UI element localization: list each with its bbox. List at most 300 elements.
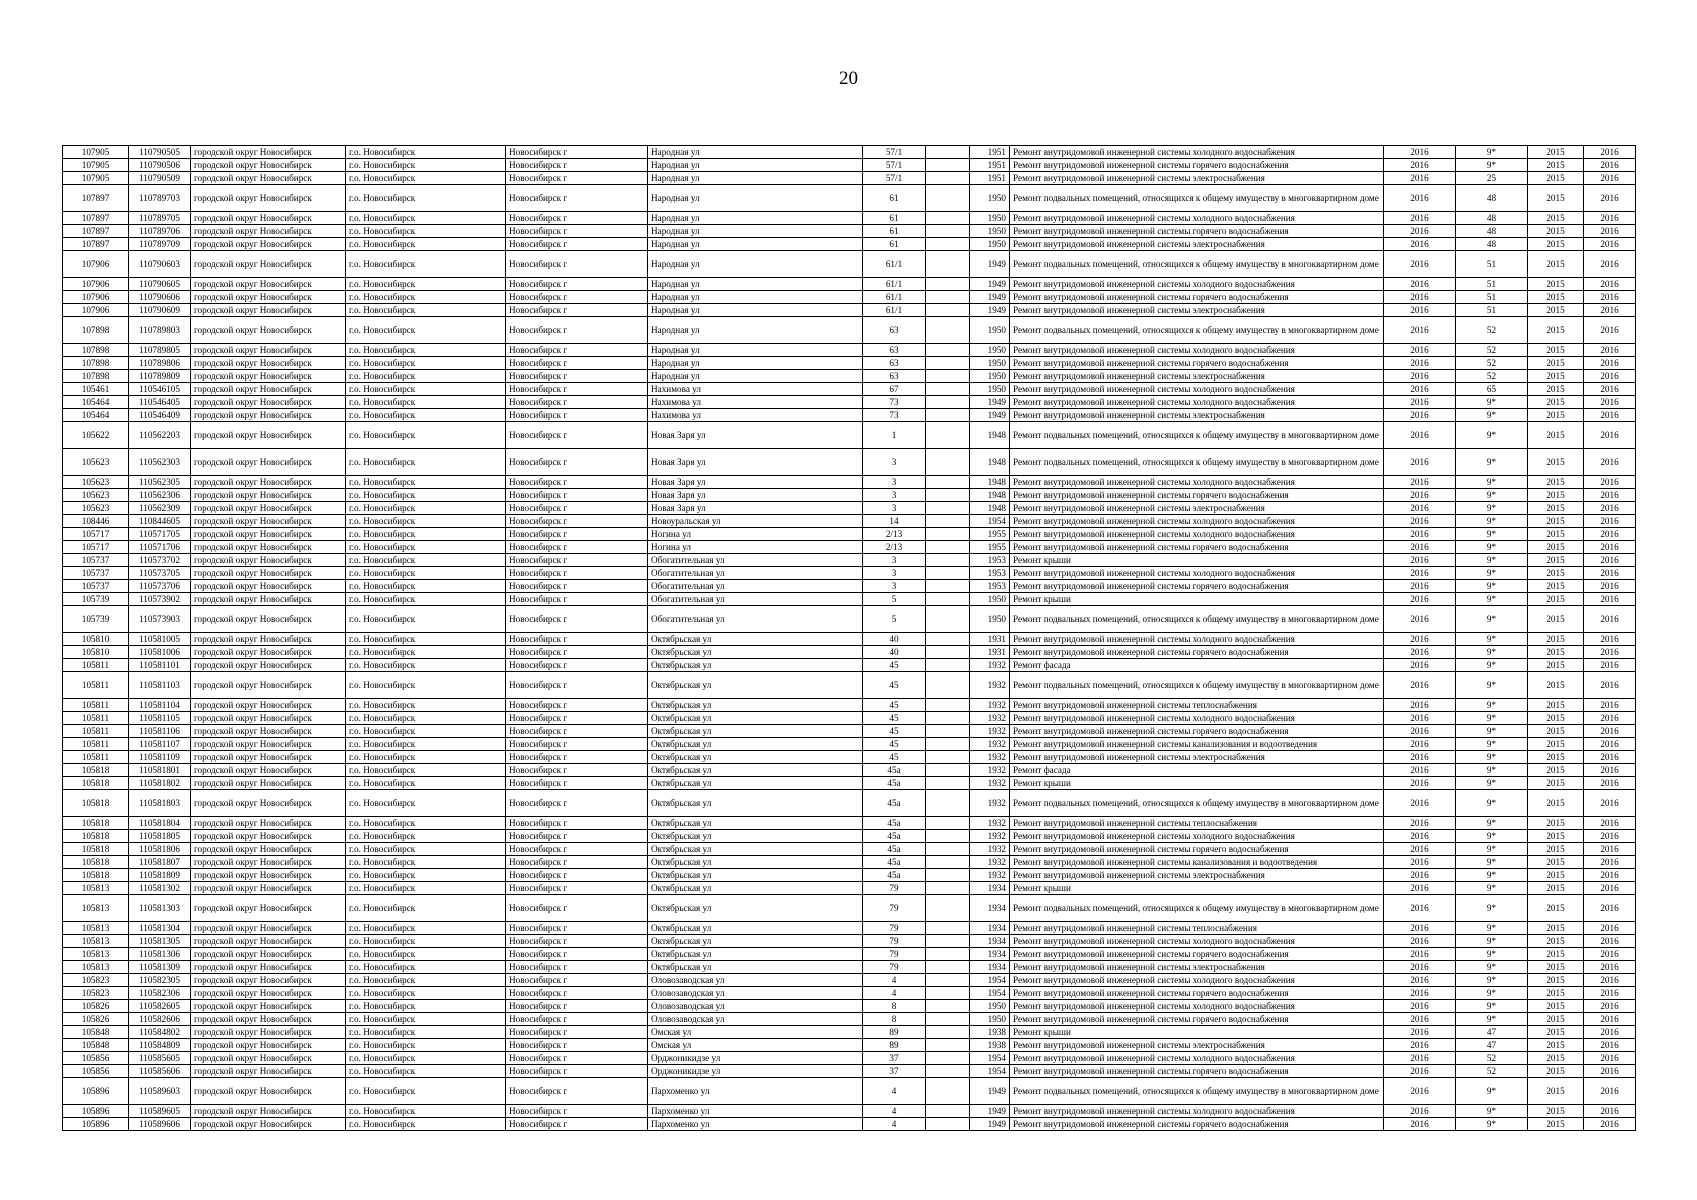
cell-work-id: 110546405	[129, 396, 191, 409]
cell-building	[926, 383, 970, 396]
cell-house-number: 45а	[863, 843, 926, 856]
cell-work-id: 110573705	[129, 567, 191, 580]
cell-building	[926, 449, 970, 476]
cell-start-year: 2015	[1528, 515, 1584, 528]
cell-municipality: городской округ Новосибирск	[191, 238, 346, 251]
table-row	[63, 344, 1636, 357]
cell-plan-year: 2016	[1384, 185, 1456, 212]
table-row	[63, 580, 1636, 593]
cell-municipality: городской округ Новосибирск	[191, 1026, 346, 1039]
cell-house-id: 105811	[63, 725, 129, 738]
cell-house-id: 105848	[63, 1026, 129, 1039]
cell-municipality: городской округ Новосибирск	[191, 922, 346, 935]
cell-district: г.о. Новосибирск	[346, 725, 506, 738]
cell-district: г.о. Новосибирск	[346, 646, 506, 659]
cell-year-built: 1954	[970, 974, 1010, 987]
cell-plan-year: 2016	[1384, 777, 1456, 790]
cell-work-type: Ремонт внутридомовой инженерной системы горячего водоснабжения	[1010, 1065, 1384, 1078]
cell-plan-year: 2016	[1384, 738, 1456, 751]
cell-end-year: 2016	[1584, 1105, 1636, 1118]
cell-district: г.о. Новосибирск	[346, 370, 506, 383]
cell-end-year: 2016	[1584, 935, 1636, 948]
cell-end-year: 2016	[1584, 895, 1636, 922]
cell-year-built: 1931	[970, 633, 1010, 646]
table-row	[63, 751, 1636, 764]
cell-plan-year: 2016	[1384, 278, 1456, 291]
cell-end-year: 2016	[1584, 146, 1636, 159]
cell-house-id: 105811	[63, 738, 129, 751]
cell-building	[926, 304, 970, 317]
cell-municipality: городской округ Новосибирск	[191, 489, 346, 502]
cell-building	[926, 659, 970, 672]
cell-plan-year: 2016	[1384, 476, 1456, 489]
cell-municipality: городской округ Новосибирск	[191, 987, 346, 1000]
cell-municipality: городской округ Новосибирск	[191, 567, 346, 580]
cell-start-year: 2015	[1528, 317, 1584, 344]
cell-city: Новосибирск г	[506, 1118, 648, 1131]
cell-year-built: 1949	[970, 409, 1010, 422]
cell-work-id: 110573702	[129, 554, 191, 567]
cell-cost-index: 52	[1456, 370, 1528, 383]
cell-district: г.о. Новосибирск	[346, 185, 506, 212]
cell-work-id: 110581303	[129, 895, 191, 922]
cell-city: Новосибирск г	[506, 712, 648, 725]
cell-city: Новосибирск г	[506, 830, 648, 843]
cell-building	[926, 422, 970, 449]
cell-end-year: 2016	[1584, 172, 1636, 185]
cell-cost-index: 25	[1456, 172, 1528, 185]
cell-work-id: 110582606	[129, 1013, 191, 1026]
cell-municipality: городской округ Новосибирск	[191, 751, 346, 764]
cell-start-year: 2015	[1528, 882, 1584, 895]
cell-end-year: 2016	[1584, 764, 1636, 777]
cell-work-type: Ремонт крыши	[1010, 1026, 1384, 1039]
cell-cost-index: 9*	[1456, 1013, 1528, 1026]
table-row	[63, 922, 1636, 935]
cell-year-built: 1932	[970, 856, 1010, 869]
cell-city: Новосибирск г	[506, 554, 648, 567]
table-row	[63, 777, 1636, 790]
cell-plan-year: 2016	[1384, 541, 1456, 554]
cell-district: г.о. Новосибирск	[346, 1078, 506, 1105]
cell-cost-index: 9*	[1456, 856, 1528, 869]
cell-work-type: Ремонт внутридомовой инженерной системы канализования и водоотведения	[1010, 856, 1384, 869]
cell-cost-index: 9*	[1456, 580, 1528, 593]
cell-cost-index: 9*	[1456, 489, 1528, 502]
cell-city: Новосибирск г	[506, 1013, 648, 1026]
cell-start-year: 2015	[1528, 751, 1584, 764]
cell-district: г.о. Новосибирск	[346, 738, 506, 751]
cell-year-built: 1932	[970, 751, 1010, 764]
table-row	[63, 489, 1636, 502]
cell-city: Новосибирск г	[506, 304, 648, 317]
cell-plan-year: 2016	[1384, 843, 1456, 856]
cell-street: Октябрьская ул	[648, 738, 863, 751]
cell-building	[926, 830, 970, 843]
cell-street: Новая Заря ул	[648, 502, 863, 515]
cell-start-year: 2015	[1528, 1000, 1584, 1013]
cell-house-id: 105811	[63, 659, 129, 672]
cell-end-year: 2016	[1584, 515, 1636, 528]
cell-house-number: 3	[863, 502, 926, 515]
cell-house-number: 89	[863, 1039, 926, 1052]
cell-house-id: 105717	[63, 541, 129, 554]
table-row	[63, 212, 1636, 225]
table-row	[63, 817, 1636, 830]
cell-plan-year: 2016	[1384, 409, 1456, 422]
cell-house-id: 105823	[63, 987, 129, 1000]
cell-cost-index: 9*	[1456, 146, 1528, 159]
cell-work-type: Ремонт внутридомовой инженерной системы горячего водоснабжения	[1010, 1118, 1384, 1131]
cell-plan-year: 2016	[1384, 344, 1456, 357]
cell-house-id: 105896	[63, 1078, 129, 1105]
cell-municipality: городской округ Новосибирск	[191, 672, 346, 699]
cell-municipality: городской округ Новосибирск	[191, 278, 346, 291]
cell-work-id: 110790509	[129, 172, 191, 185]
table-row	[63, 633, 1636, 646]
cell-house-id: 105811	[63, 751, 129, 764]
cell-work-id: 110546409	[129, 409, 191, 422]
table-row	[63, 659, 1636, 672]
cell-street: Новая Заря ул	[648, 422, 863, 449]
cell-building	[926, 961, 970, 974]
cell-city: Новосибирск г	[506, 251, 648, 278]
cell-house-id: 105823	[63, 974, 129, 987]
cell-end-year: 2016	[1584, 1039, 1636, 1052]
cell-street: Октябрьская ул	[648, 751, 863, 764]
cell-year-built: 1948	[970, 502, 1010, 515]
cell-cost-index: 47	[1456, 1026, 1528, 1039]
cell-municipality: городской округ Новосибирск	[191, 712, 346, 725]
cell-house-number: 1	[863, 422, 926, 449]
cell-plan-year: 2016	[1384, 1052, 1456, 1065]
cell-work-type: Ремонт внутридомовой инженерной системы холодного водоснабжения	[1010, 1000, 1384, 1013]
cell-work-type: Ремонт подвальных помещений, относящихся к общему имуществу в многоквартирном доме	[1010, 251, 1384, 278]
cell-cost-index: 9*	[1456, 1118, 1528, 1131]
cell-plan-year: 2016	[1384, 291, 1456, 304]
cell-street: Народная ул	[648, 304, 863, 317]
cell-cost-index: 9*	[1456, 974, 1528, 987]
table-row	[63, 961, 1636, 974]
cell-house-number: 79	[863, 961, 926, 974]
cell-work-type: Ремонт подвальных помещений, относящихся к общему имуществу в многоквартирном доме	[1010, 895, 1384, 922]
cell-house-number: 37	[863, 1065, 926, 1078]
cell-house-id: 107906	[63, 251, 129, 278]
cell-district: г.о. Новосибирск	[346, 1013, 506, 1026]
cell-work-type: Ремонт внутридомовой инженерной системы холодного водоснабжения	[1010, 974, 1384, 987]
cell-plan-year: 2016	[1384, 502, 1456, 515]
cell-house-number: 45	[863, 699, 926, 712]
cell-municipality: городской округ Новосибирск	[191, 725, 346, 738]
cell-district: г.о. Новосибирск	[346, 830, 506, 843]
cell-work-id: 110581302	[129, 882, 191, 895]
cell-plan-year: 2016	[1384, 646, 1456, 659]
cell-municipality: городской округ Новосибирск	[191, 225, 346, 238]
cell-street: Народная ул	[648, 344, 863, 357]
cell-street: Обогатительная ул	[648, 554, 863, 567]
cell-cost-index: 9*	[1456, 712, 1528, 725]
cell-end-year: 2016	[1584, 554, 1636, 567]
cell-building	[926, 344, 970, 357]
cell-municipality: городской округ Новосибирск	[191, 856, 346, 869]
cell-house-number: 45	[863, 659, 926, 672]
cell-district: г.о. Новосибирск	[346, 251, 506, 278]
cell-house-number: 40	[863, 646, 926, 659]
cell-house-number: 37	[863, 1052, 926, 1065]
cell-street: Оловозаводская ул	[648, 987, 863, 1000]
table-row	[63, 974, 1636, 987]
cell-house-number: 45	[863, 725, 926, 738]
cell-year-built: 1931	[970, 646, 1010, 659]
cell-city: Новосибирск г	[506, 422, 648, 449]
table-row	[63, 764, 1636, 777]
cell-house-id: 105813	[63, 935, 129, 948]
cell-street: Октябрьская ул	[648, 882, 863, 895]
cell-end-year: 2016	[1584, 646, 1636, 659]
cell-work-id: 110581107	[129, 738, 191, 751]
cell-municipality: городской округ Новосибирск	[191, 502, 346, 515]
cell-house-id: 105623	[63, 449, 129, 476]
cell-end-year: 2016	[1584, 212, 1636, 225]
cell-house-number: 79	[863, 935, 926, 948]
table-row	[63, 948, 1636, 961]
cell-work-id: 110584802	[129, 1026, 191, 1039]
cell-start-year: 2015	[1528, 777, 1584, 790]
cell-plan-year: 2016	[1384, 580, 1456, 593]
cell-house-number: 45а	[863, 817, 926, 830]
table-row	[63, 987, 1636, 1000]
cell-district: г.о. Новосибирск	[346, 528, 506, 541]
table-row	[63, 515, 1636, 528]
cell-plan-year: 2016	[1384, 830, 1456, 843]
cell-year-built: 1949	[970, 1078, 1010, 1105]
table-row	[63, 1118, 1636, 1131]
table-row	[63, 869, 1636, 882]
cell-city: Новосибирск г	[506, 317, 648, 344]
cell-year-built: 1950	[970, 185, 1010, 212]
cell-work-id: 110589606	[129, 1118, 191, 1131]
cell-house-number: 45а	[863, 856, 926, 869]
cell-house-id: 107906	[63, 291, 129, 304]
cell-building	[926, 396, 970, 409]
cell-house-id: 107897	[63, 185, 129, 212]
cell-street: Октябрьская ул	[648, 764, 863, 777]
cell-year-built: 1950	[970, 344, 1010, 357]
cell-cost-index: 48	[1456, 212, 1528, 225]
cell-house-id: 105622	[63, 422, 129, 449]
cell-cost-index: 9*	[1456, 396, 1528, 409]
cell-house-id: 107898	[63, 317, 129, 344]
cell-end-year: 2016	[1584, 1052, 1636, 1065]
cell-start-year: 2015	[1528, 961, 1584, 974]
cell-cost-index: 9*	[1456, 449, 1528, 476]
cell-year-built: 1932	[970, 699, 1010, 712]
cell-work-type: Ремонт внутридомовой инженерной системы холодного водоснабжения	[1010, 528, 1384, 541]
cell-end-year: 2016	[1584, 856, 1636, 869]
cell-district: г.о. Новосибирск	[346, 554, 506, 567]
cell-municipality: городской округ Новосибирск	[191, 699, 346, 712]
cell-start-year: 2015	[1528, 383, 1584, 396]
cell-year-built: 1949	[970, 278, 1010, 291]
cell-end-year: 2016	[1584, 777, 1636, 790]
cell-work-type: Ремонт внутридомовой инженерной системы канализования и водоотведения	[1010, 738, 1384, 751]
cell-district: г.о. Новосибирск	[346, 856, 506, 869]
cell-municipality: городской округ Новосибирск	[191, 317, 346, 344]
cell-municipality: городской округ Новосибирск	[191, 541, 346, 554]
cell-year-built: 1932	[970, 659, 1010, 672]
cell-year-built: 1950	[970, 370, 1010, 383]
cell-cost-index: 51	[1456, 291, 1528, 304]
cell-building	[926, 1026, 970, 1039]
cell-municipality: городской округ Новосибирск	[191, 790, 346, 817]
cell-house-id: 105737	[63, 580, 129, 593]
cell-house-id: 107906	[63, 278, 129, 291]
cell-house-id: 107897	[63, 225, 129, 238]
cell-house-id: 105818	[63, 777, 129, 790]
cell-building	[926, 922, 970, 935]
cell-end-year: 2016	[1584, 304, 1636, 317]
cell-end-year: 2016	[1584, 476, 1636, 489]
cell-plan-year: 2016	[1384, 935, 1456, 948]
cell-district: г.о. Новосибирск	[346, 541, 506, 554]
cell-start-year: 2015	[1528, 817, 1584, 830]
cell-house-number: 57/1	[863, 146, 926, 159]
cell-street: Октябрьская ул	[648, 817, 863, 830]
cell-street: Народная ул	[648, 291, 863, 304]
cell-city: Новосибирск г	[506, 672, 648, 699]
cell-building	[926, 409, 970, 422]
cell-start-year: 2015	[1528, 159, 1584, 172]
cell-house-number: 4	[863, 1118, 926, 1131]
cell-street: Новая Заря ул	[648, 489, 863, 502]
cell-city: Новосибирск г	[506, 489, 648, 502]
cell-municipality: городской округ Новосибирск	[191, 633, 346, 646]
cell-city: Новосибирск г	[506, 1052, 648, 1065]
cell-municipality: городской округ Новосибирск	[191, 357, 346, 370]
cell-district: г.о. Новосибирск	[346, 817, 506, 830]
cell-cost-index: 9*	[1456, 159, 1528, 172]
cell-year-built: 1948	[970, 476, 1010, 489]
cell-start-year: 2015	[1528, 606, 1584, 633]
cell-district: г.о. Новосибирск	[346, 515, 506, 528]
cell-cost-index: 9*	[1456, 541, 1528, 554]
cell-city: Новосибирск г	[506, 869, 648, 882]
cell-end-year: 2016	[1584, 843, 1636, 856]
cell-start-year: 2015	[1528, 251, 1584, 278]
cell-house-number: 8	[863, 1013, 926, 1026]
cell-house-id: 105826	[63, 1013, 129, 1026]
cell-year-built: 1938	[970, 1039, 1010, 1052]
cell-building	[926, 489, 970, 502]
cell-start-year: 2015	[1528, 146, 1584, 159]
cell-cost-index: 9*	[1456, 1105, 1528, 1118]
cell-city: Новосибирск г	[506, 987, 648, 1000]
cell-house-number: 3	[863, 554, 926, 567]
table-row	[63, 476, 1636, 489]
cell-house-id: 105818	[63, 830, 129, 843]
cell-house-number: 4	[863, 1105, 926, 1118]
cell-cost-index: 9*	[1456, 422, 1528, 449]
cell-start-year: 2015	[1528, 672, 1584, 699]
cell-year-built: 1950	[970, 212, 1010, 225]
cell-work-id: 110844605	[129, 515, 191, 528]
cell-building	[926, 1013, 970, 1026]
cell-city: Новосибирск г	[506, 790, 648, 817]
cell-house-number: 40	[863, 633, 926, 646]
cell-work-type: Ремонт внутридомовой инженерной системы горячего водоснабжения	[1010, 1013, 1384, 1026]
cell-work-type: Ремонт внутридомовой инженерной системы горячего водоснабжения	[1010, 987, 1384, 1000]
cell-cost-index: 9*	[1456, 554, 1528, 567]
cell-plan-year: 2016	[1384, 370, 1456, 383]
cell-end-year: 2016	[1584, 922, 1636, 935]
cell-cost-index: 9*	[1456, 777, 1528, 790]
cell-cost-index: 9*	[1456, 502, 1528, 515]
cell-house-number: 45	[863, 672, 926, 699]
cell-street: Октябрьская ул	[648, 790, 863, 817]
cell-work-type: Ремонт внутридомовой инженерной системы теплоснабжения	[1010, 817, 1384, 830]
cell-plan-year: 2016	[1384, 1065, 1456, 1078]
cell-building	[926, 593, 970, 606]
cell-plan-year: 2016	[1384, 895, 1456, 922]
cell-building	[926, 895, 970, 922]
cell-street: Омская ул	[648, 1039, 863, 1052]
cell-work-type: Ремонт подвальных помещений, относящихся к общему имуществу в многоквартирном доме	[1010, 317, 1384, 344]
cell-end-year: 2016	[1584, 790, 1636, 817]
cell-end-year: 2016	[1584, 357, 1636, 370]
cell-district: г.о. Новосибирск	[346, 790, 506, 817]
table-row	[63, 528, 1636, 541]
cell-building	[926, 1105, 970, 1118]
cell-work-id: 110573706	[129, 580, 191, 593]
cell-building	[926, 699, 970, 712]
cell-work-id: 110562303	[129, 449, 191, 476]
cell-building	[926, 869, 970, 882]
cell-plan-year: 2016	[1384, 751, 1456, 764]
cell-work-type: Ремонт внутридомовой инженерной системы холодного водоснабжения	[1010, 344, 1384, 357]
cell-end-year: 2016	[1584, 159, 1636, 172]
cell-city: Новосибирск г	[506, 225, 648, 238]
cell-year-built: 1938	[970, 1026, 1010, 1039]
cell-work-type: Ремонт внутридомовой инженерной системы электроснабжения	[1010, 172, 1384, 185]
cell-year-built: 1934	[970, 961, 1010, 974]
cell-building	[926, 935, 970, 948]
cell-work-type: Ремонт внутридомовой инженерной системы холодного водоснабжения	[1010, 396, 1384, 409]
cell-end-year: 2016	[1584, 1078, 1636, 1105]
cell-work-type: Ремонт внутридомовой инженерной системы холодного водоснабжения	[1010, 515, 1384, 528]
cell-plan-year: 2016	[1384, 225, 1456, 238]
cell-municipality: городской округ Новосибирск	[191, 830, 346, 843]
cell-start-year: 2015	[1528, 699, 1584, 712]
cell-city: Новосибирск г	[506, 567, 648, 580]
cell-city: Новосибирск г	[506, 357, 648, 370]
cell-district: г.о. Новосибирск	[346, 238, 506, 251]
table-row	[63, 830, 1636, 843]
cell-district: г.о. Новосибирск	[346, 476, 506, 489]
cell-house-number: 3	[863, 476, 926, 489]
cell-work-type: Ремонт внутридомовой инженерной системы горячего водоснабжения	[1010, 541, 1384, 554]
cell-work-id: 110790603	[129, 251, 191, 278]
cell-municipality: городской округ Новосибирск	[191, 1013, 346, 1026]
cell-start-year: 2015	[1528, 304, 1584, 317]
cell-city: Новосибирск г	[506, 935, 648, 948]
cell-start-year: 2015	[1528, 238, 1584, 251]
cell-work-type: Ремонт внутридомовой инженерной системы горячего водоснабжения	[1010, 159, 1384, 172]
cell-municipality: городской округ Новосибирск	[191, 212, 346, 225]
cell-street: Октябрьская ул	[648, 699, 863, 712]
cell-end-year: 2016	[1584, 725, 1636, 738]
cell-cost-index: 9*	[1456, 646, 1528, 659]
cell-municipality: городской округ Новосибирск	[191, 659, 346, 672]
